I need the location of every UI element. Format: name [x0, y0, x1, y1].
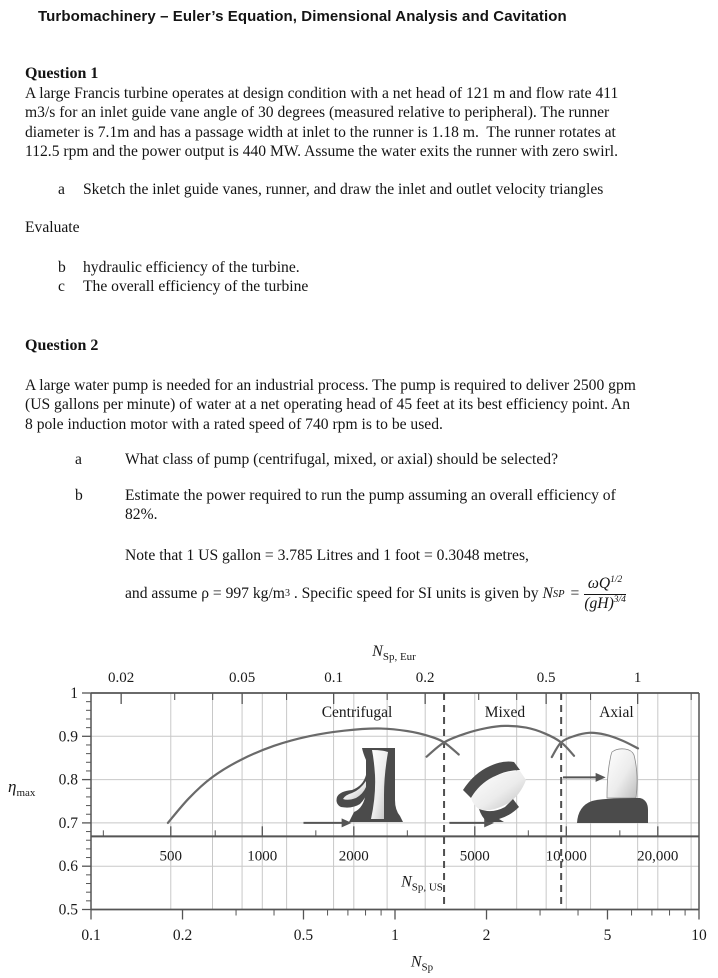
q1-item-c-label: c: [58, 278, 65, 295]
top-axis-tick-label: 0.2: [415, 670, 435, 686]
axial-blade: [607, 749, 637, 798]
evaluate-label: Evaluate: [25, 219, 80, 236]
q2-item-a-text: What class of pump (centrifugal, mixed, or axial) should be selected?: [125, 451, 559, 468]
us-axis-tick-label: 20,000: [637, 848, 679, 865]
left-axis-tick-label: 0.9: [58, 728, 78, 746]
note-mid-text: . Specific speed for SI units is given by: [289, 585, 543, 602]
equals-sign: =: [570, 585, 580, 602]
bottom-axis-tick-label: 1: [391, 927, 399, 944]
us-axis-tick-label: 5000: [459, 848, 490, 865]
us-axis-tick-label: 2000: [338, 848, 369, 865]
q1-item-b: [0, 259, 718, 279]
q1-item-c-text: The overall efficiency of the turbine: [83, 278, 309, 295]
region-label: Centrifugal: [321, 703, 393, 721]
fraction-numerator: ωQ: [587, 575, 611, 593]
top-axis-tick-label: 0.05: [229, 670, 256, 686]
note-line-2: and assume ρ = 997 kg/m 3 . Specific speed for SI units is given by N SP = $\frac{\omega Q^{1/2}}{(gH)^{3/4}}$: [125, 575, 626, 612]
q1-item-b-text: hydraulic efficiency of the turbine.: [83, 259, 300, 276]
denominator-exponent: 3/4: [613, 594, 626, 605]
nsp-symbol: N: [542, 585, 553, 602]
question-2-heading: Question 2: [25, 337, 99, 354]
y-axis-title: $\eta_{max}$: [8, 777, 36, 799]
efficiency-curves: [168, 726, 638, 823]
q1-item-c: [0, 278, 718, 298]
left-axis-tick-label: 0.8: [58, 771, 78, 789]
top-axis-tick-label: 0.1: [324, 670, 344, 686]
top-axis-tick-label: 1: [633, 670, 642, 686]
us-axis-tick-label: 1000: [247, 848, 278, 865]
region-label: Axial: [599, 703, 634, 721]
bottom-axis-tick-label: 5: [603, 927, 612, 944]
left-axis-tick-label: 1: [70, 685, 78, 702]
efficiency-curve: [168, 728, 459, 822]
q2-item-a: [0, 451, 718, 471]
us-axis-tick-label: 500: [159, 848, 183, 865]
region-labels: [322, 704, 634, 721]
arrow-icon: [596, 773, 606, 782]
q1-item-a-text: Sketch the inlet guide vanes, runner, and draw the inlet and outlet velocity triangles: [83, 181, 604, 198]
us-axis-tick-label: 10,000: [545, 848, 587, 865]
fraction-denominator: (gH): [584, 594, 614, 612]
top-axis-tick-label: 0.5: [536, 670, 556, 686]
bottom-axis-tick-label: 0.1: [81, 927, 101, 944]
bottom-axis-tick-label: 0.5: [293, 927, 314, 944]
us-axis-title: $N_{Sp, US}$: [401, 873, 443, 894]
question-1-body: A large Francis turbine operates at design condition with a net head of 121 m and flow rate 411 m3/s for an inlet guide vane angle of 30 degrees (measured relative to peripheral). The runner diameter is 7.1m and has a passage width at inlet to the runner is 1.18 m. The runner rotates at 112.5 rpm and the power output is 440 MW. Assume the water exits the runner with zero swirl.: [25, 85, 619, 160]
q1-item-b-label: b: [58, 259, 66, 276]
top-axis-tick-label: 0.02: [108, 670, 135, 686]
q2-item-b-label: b: [75, 487, 83, 504]
efficiency-curve: [427, 726, 574, 757]
region-label: Mixed: [484, 703, 526, 721]
bottom-axis-title: $N_{Sp}$: [410, 953, 434, 974]
q1-item-a-label: a: [58, 181, 65, 198]
q2-item-a-label: a: [75, 451, 82, 468]
axial-hub: [577, 798, 648, 823]
bottom-axis-tick-label: 2: [482, 927, 491, 944]
specific-speed-fraction: [584, 576, 626, 612]
q2-item-b-text-line2: 82%.: [125, 506, 158, 523]
bottom-axis-tick-label: 10: [691, 927, 707, 944]
left-axis-tick-label: 0.6: [58, 858, 78, 876]
left-axis-tick-label: 0.7: [58, 814, 78, 832]
nsp-subscript: SP: [552, 588, 565, 600]
q2-item-b-text-line1: Estimate the power required to run the pump assuming an overall efficiency of: [125, 487, 616, 504]
question-2-body: A large water pump is needed for an industrial process. The pump is required to deliver 2500 gpm (US gallons per minute) of water at a net operating head of 45 feet at its best efficiency point. An 8 pole induction motor with a rated speed of 740 rpm is to be used.: [25, 377, 636, 433]
numerator-exponent: 1/2: [610, 575, 623, 586]
note-line-1: Note that 1 US gallon = 3.785 Litres and 1 foot = 0.3048 metres,: [125, 547, 529, 564]
question-1-heading: Question 1: [25, 65, 99, 82]
chart-svg: [0, 640, 718, 978]
centrifugal-pump-icon: [337, 748, 404, 822]
top-axis-title: $N_{Sp, Eur}$: [372, 643, 416, 663]
note-rho-text: and assume ρ = 997 kg/m: [125, 585, 285, 602]
left-axis-tick-label: 0.5: [58, 901, 78, 919]
q2-item-b: [0, 487, 718, 507]
document-title: Turbomachinery – Euler’s Equation, Dimensional Analysis and Cavitation: [38, 8, 567, 25]
bottom-axis-tick-label: 0.2: [172, 927, 193, 944]
q1-item-a: [0, 181, 718, 201]
pump-specific-speed-chart: [0, 640, 718, 978]
